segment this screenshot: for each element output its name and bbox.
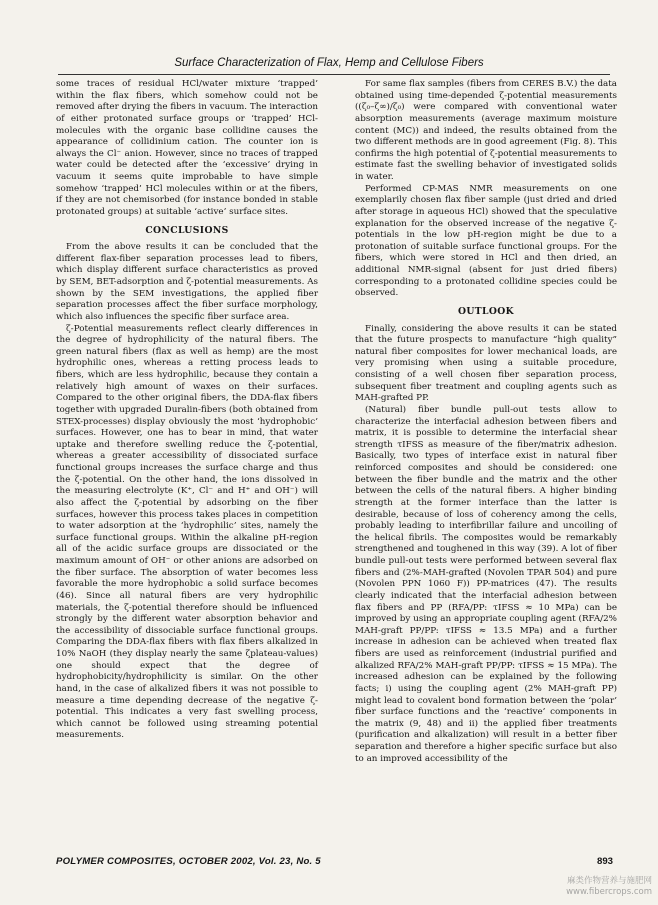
page-number: 893 [597,856,614,867]
paragraph: Finally, considering the above results it can be stated that the future prospects to manufacture “high quality” natural fiber composites for lower mechanical loads, are very promising when using a suitable procedure, consisting of a well chosen fiber separation process, subsequent fiber treatment and coupling agents such as MAH-grafted PP. [355,323,617,404]
left-column [56,79,318,742]
paragraph: ζ-Potential measurements reflect clearly differences in the degree of hydrophilicity of the natural fibers. The green natural fibers (flax as well as hemp) are the most hydrophilic ones, whereas a retting process leads to fibers, which are less hydrophilic, because they contain a relatively high amount of waxes on their surfaces. Compared to the other original fibers, the DDA-flax fibers together with upgraded Duralin-fibers (both obtained from STEX-processes) display obviously the most ‘hydrophobic’ surfaces. However, one has to bear in mind, that water uptake and therefore swelling reduce the ζ-potential, whereas a greater accessibility of dissociated surface functional groups increases the surface charge and thus the ζ-potential. On the other hand, the ions dissolved in the measuring electrolyte (K⁺, Cl⁻ and H⁺ and OH⁻) will also affect the ζ-potential by adsorbing on the fiber surfaces, however this process takes places in competition to water adsorption at the ‘hydrophilic’ sites, namely the surface functional groups. Within the alkaline pH-region all of the acidic surface groups are dissociated or the maximum amount of OH⁻ or other anions are adsorbed on the fiber surface. The absorption of water becomes less favorable the more hydrophobic a solid surface becomes (46). Since all natural fibers are very hydrophilic materials, the ζ-potential therefore should be influenced strongly by the different water absorption behavior and the accessibility of dissociable surface functional groups. Comparing the DDA-flax fibers with flax fibers alkalized in 10% NaOH (they display nearly the same ζplateau-values) one should expect that the degree of hydrophobicity/hydrophilicity is similar. On the other hand, in the case of alkalized fibers it was not possible to measure a time depending decrease of the negative ζ-potential. This indicates a very fast swelling process, which cannot be followed using streaming potential measurements. [56,323,318,741]
section-heading-conclusions: CONCLUSIONS [145,224,229,236]
paragraph: (Natural) fiber bundle pull-out tests allow to characterize the interfacial adhesion between fibers and matrix, it is possible to determine the interfacial shear strength τIFSS as measure of the fiber/matrix adhesion. Basically, two types of interface exist in natural fiber reinforced composites and should be considered: one between the fiber bundle and the matrix and the other between the cells of the natural fibers. A higher binding strength at the former interface than the latter is desirable, because of loss of coherency among the cells, probably leading to interfibrillar failure and uncoiling of the helical fibrils. The composites would be remarkably strengthened and toughened in this way (39). A lot of fiber bundle pull-out tests were performed between several flax fibers and (2%-MAH-grafted (Novolen TPAR 504) and pure (Novolen PPN 1060 F)) PP-matrices (47). The results clearly indicated that the interfacial adhesion between flax fibers and PP (RFA/PP: τIFSS ≈ 10 MPa) can be improved by using an appropriate coupling agent (RFA/2% MAH-graft PP/PP: τIFSS ≈ 13.5 MPa) and a further increase in adhesion can be achieved when treated flax fibers are used as reinforcement (industrial purified and alkalized RFA/2% MAH-graft PP/PP: τIFSS ≈ 15 MPa). The increased adhesion can be explained by the following facts; i) using the coupling agent (2% MAH-graft PP) might lead to covalent bond formation between the ‘polar’ fiber surface functions and the ‘reactive’ components in the matrix (9, 48) and ii) the applied fiber treatments (purification and alkalization) will result in a better fiber separation and therefore a higher specific surface but also to an improved accessibility of the [355,404,617,764]
paragraph: Performed CP-MAS NMR measurements on one exemplarily chosen flax fiber sample (just dried and dried after storage in aqueous HCl) showed that the speculative explanation for the observed increase of the negative ζ-potentials in the low pH-region might be due to a protonation of suitable surface functional groups. For the fibers, which were stored in HCl and then dried, an additional NMR-signal (absent for just dried fibers) corresponding to a protonated collidine species could be observed. [355,183,617,299]
section-heading-outlook: OUTLOOK [457,305,515,317]
watermark-line: www.fibercrops.com [566,887,652,897]
watermark [492,876,652,900]
watermark-line: 麻类作物营养与施肥网 [566,876,652,886]
paragraph: some traces of residual HCl/water mixture ‘trapped’ within the flax fibers, which somehow could not be removed after drying the fibers in vacuum. The interaction of either protonated surface groups or ‘trapped’ HCl-molecules with the organic base collidine causes the appearance of collidinium cation. The counter ion is always the Cl⁻ anion. However, since no traces of trapped water could be detected after the ‘excessive’ drying in vacuum it seems quite improbable to have simple somehow ‘trapped’ HCl molecules within or at the fibers, if they are not chemisorbed (for instance bonded in stable protonated groups) at suitable ‘active’ surface sites. [56,79,318,217]
paragraph: From the above results it can be concluded that the different flax-fiber separation processes lead to fibers, which display different surface characteristics as proved by SEM, BET-adsorption and ζ-potential measurements. As shown by the SEM investigations, the applied fiber separation processes affect the fiber surface morphology, which also influences the specific fiber surface area. [56,242,318,322]
running-head: Surface Characterization of Flax, Hemp and Cellulose Fibers [174,57,484,69]
header-rule [58,74,610,75]
paragraph: For same flax samples (fibers from CERES B.V.) the data obtained using time-depended ζ-potential measurements ((ζ₀–ζ∞)/ζ₀) were compared with conventional water absorption measurements (average maximum moisture content (MC)) and indeed, the results obtained from the two different methods are in good agreement (Fig. 8). This confirms the high potential of ζ-potential measurements to estimate fast the swelling behavior of investigated solids in water. [355,79,617,182]
journal-footer: POLYMER COMPOSITES, OCTOBER 2002, Vol. 23, No. 5 [56,856,321,867]
right-column [355,79,617,765]
